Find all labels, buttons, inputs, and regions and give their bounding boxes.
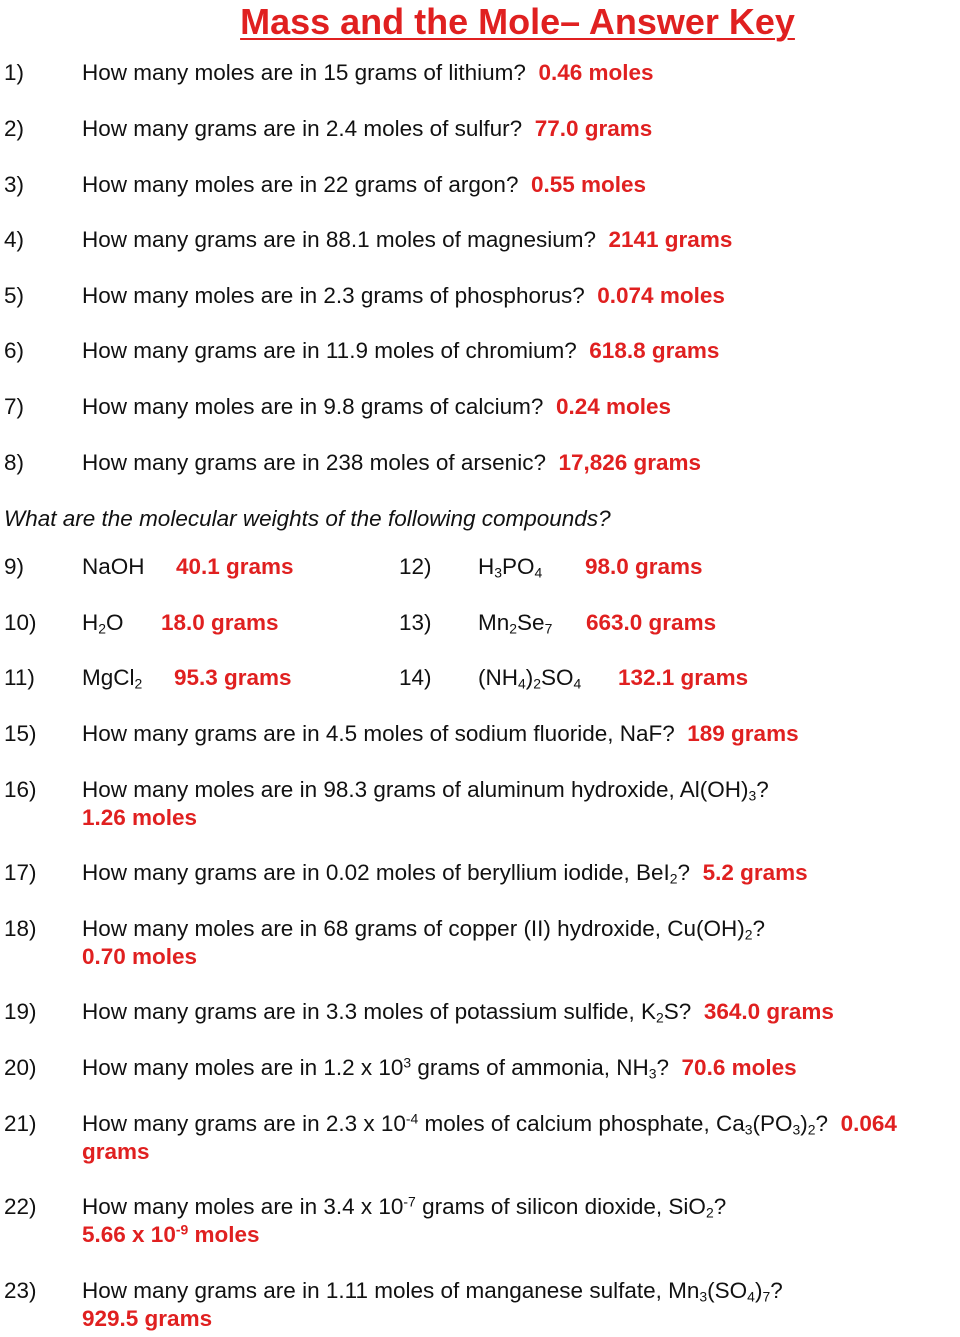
question-text: How many grams are in 0.02 moles of beryllium iodide, BeI$_2$? 5.2 grams: [82, 860, 808, 887]
answer: 929.5 grams: [82, 1306, 213, 1331]
question-number: 20): [4, 1055, 37, 1080]
question-number: 9): [4, 554, 25, 579]
question-number: 11): [4, 665, 35, 690]
answer: 0.064: [840, 1111, 897, 1136]
question-number: 17): [4, 860, 37, 885]
question-number: 6): [4, 338, 25, 363]
answer: 70.6 moles: [681, 1055, 797, 1080]
answer: 663.0 grams: [586, 610, 717, 635]
question-number: 5): [4, 283, 25, 308]
question-text: How many moles are in 15 grams of lithium? 0.46 moles: [82, 60, 654, 85]
question-text: How many grams are in 238 moles of arsenic? 17,826 grams: [82, 450, 702, 475]
answer: 0.074 moles: [597, 283, 725, 308]
answer: 0.70 moles: [82, 944, 198, 969]
question-number: 13): [399, 610, 432, 635]
answer: 40.1 grams: [176, 554, 294, 579]
page-title: Mass and the Mole– Answer Key: [240, 1, 795, 42]
question-text: How many grams are in 1.11 moles of manganese sulfate, $Mn_3(SO_4)_7$?: [82, 1278, 783, 1305]
formula: $Mn_2Se_7$: [478, 610, 553, 637]
answer: 364.0 grams: [703, 999, 834, 1024]
question-text: How many grams are in 2.3 x $10^{-4}$ moles of calcium phosphate, $Ca_3(PO_3)_2$? 0.064: [82, 1110, 897, 1138]
question-text: How many moles are in 22 grams of argon? 0.55 moles: [82, 172, 647, 197]
question-number: 2): [4, 116, 25, 141]
question-text: How many moles are in 9.8 grams of calcium? 0.24 moles: [82, 394, 672, 419]
question-number: 19): [4, 999, 37, 1024]
answer: 618.8 grams: [589, 338, 720, 363]
answer: 77.0 grams: [534, 116, 653, 141]
question-text: How many grams are in 2.4 moles of sulfur? 77.0 grams: [82, 116, 653, 141]
question-text: How many grams are in 4.5 moles of sodium fluoride, NaF? 189 grams: [82, 721, 799, 746]
question-number: 10): [4, 610, 37, 635]
answer: 2141 grams: [608, 227, 733, 252]
formula: $H_2O$: [82, 610, 124, 637]
question-number: 8): [4, 450, 25, 475]
answer: 5.2 grams: [702, 860, 808, 885]
question-number: 18): [4, 916, 37, 941]
question-number: 21): [4, 1111, 37, 1136]
answer: 0.24 moles: [555, 394, 672, 419]
question-number: 1): [4, 60, 25, 85]
answer: 98.0 grams: [585, 554, 703, 579]
answer: 18.0 grams: [161, 610, 279, 635]
answer: 95.3 grams: [174, 665, 292, 690]
question-text: How many moles are in 3.4 x $10^{-7}$ grams of silicon dioxide, SiO$_2$?: [82, 1193, 727, 1221]
question-text: How many moles are in 1.2 x $10^3$ grams of ammonia, $NH_3$? 70.6 moles: [82, 1054, 797, 1082]
answer-continued: grams: [82, 1139, 150, 1164]
question-text: How many grams are in 11.9 moles of chromium? 618.8 grams: [82, 338, 720, 363]
answer: 189 grams: [687, 721, 799, 746]
formula: MgCl$_2$: [82, 665, 143, 692]
question-text: How many grams are in 88.1 moles of magnesium? 2141 grams: [82, 227, 733, 252]
question-text: How many moles are in 2.3 grams of phosphorus? 0.074 moles: [82, 283, 725, 308]
formula: $H_3PO_4$: [478, 554, 543, 581]
question-number: 12): [399, 554, 432, 579]
question-number: 22): [4, 1194, 37, 1219]
question-text: How many moles are in 68 grams of copper (II) hydroxide, $Cu(OH)_2$?: [82, 916, 766, 943]
section-heading-text: What are the molecular weights of the following compounds?: [4, 506, 611, 531]
answer: 0.46 moles: [538, 60, 654, 85]
question-number: 3): [4, 172, 25, 197]
answer: 132.1 grams: [618, 665, 749, 690]
answer: 1.26 moles: [82, 805, 198, 830]
question-number: 4): [4, 227, 25, 252]
answer: 5.66 x $10^{-9}$ moles: [82, 1221, 260, 1247]
formula: NaOH: [82, 554, 145, 579]
question-number: 15): [4, 721, 37, 746]
formula: $(NH_4)_2SO_4$: [478, 665, 582, 692]
question-number: 16): [4, 777, 37, 802]
question-number: 14): [399, 665, 432, 690]
question-text: How many moles are in 98.3 grams of aluminum hydroxide, $Al(OH)_3$?: [82, 777, 769, 804]
question-text: How many grams are in 3.3 moles of potassium sulfide, $K_2S$? 364.0 grams: [82, 999, 834, 1026]
question-number: 7): [4, 394, 25, 419]
answer: 0.55 moles: [530, 172, 647, 197]
answer: 17,826 grams: [558, 450, 702, 475]
question-number: 23): [4, 1278, 37, 1303]
